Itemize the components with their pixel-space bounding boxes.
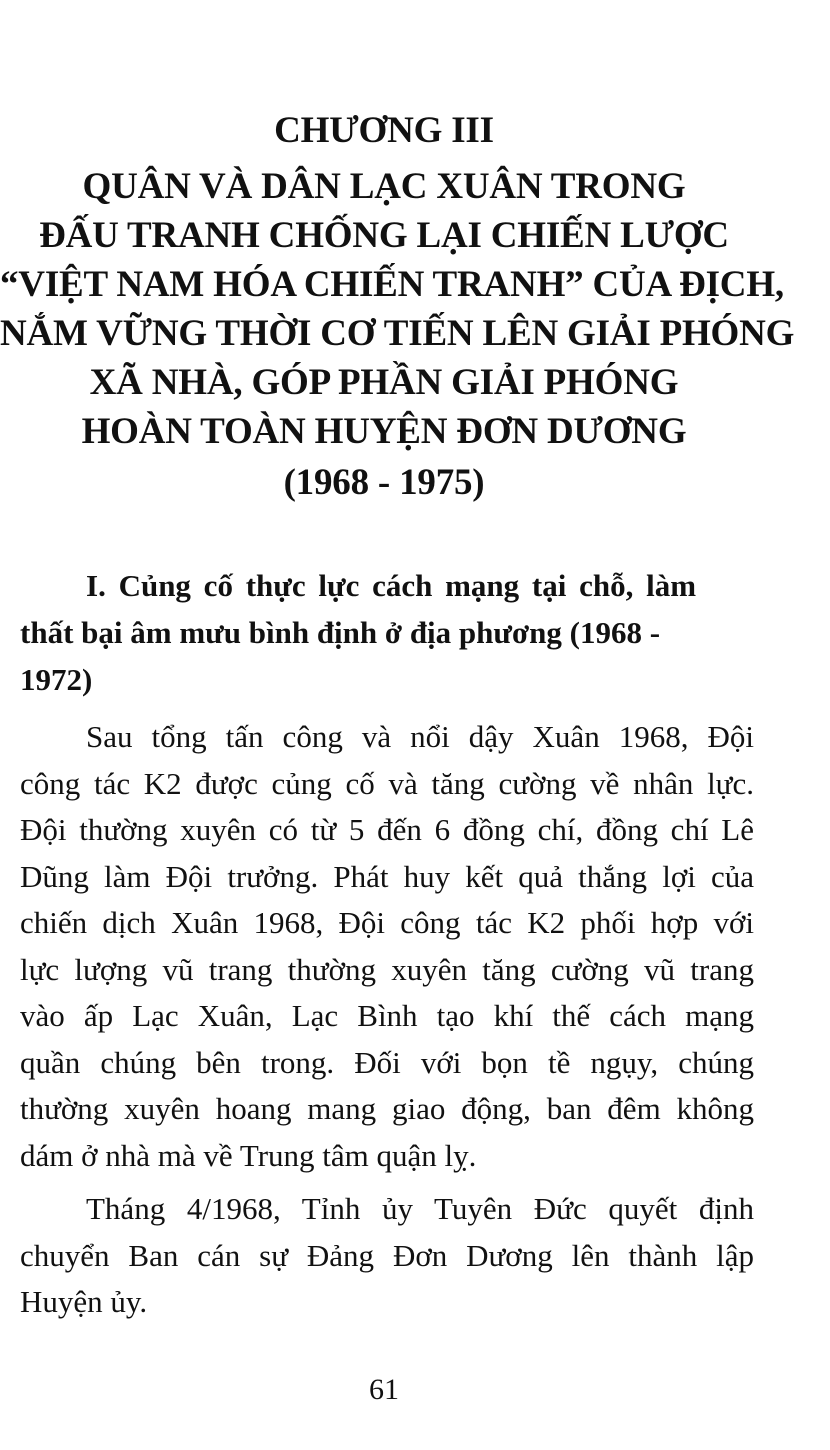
section-heading-line: thất bại âm mưu bình định ở địa phương (1968 -: [20, 615, 661, 650]
paragraph-line: Dũng làm Đội trưởng. Phát huy kết quả thắng lợi của: [20, 858, 754, 894]
paragraph-line: dám ở nhà mà về Trung tâm quận lỵ.: [20, 1137, 477, 1173]
paragraph-line: Tháng 4/1968, Tỉnh ủy Tuyên Đức quyết định: [86, 1191, 754, 1226]
paragraph: [20, 1186, 754, 1326]
chapter-title-line: ĐẤU TRANH CHỐNG LẠI CHIẾN LƯỢC: [39, 215, 729, 256]
chapter-heading: [0, 106, 795, 507]
section-heading-line: 1972): [20, 662, 93, 697]
paragraph-line: chiến dịch Xuân 1968, Đội công tác K2 phối hợp với: [20, 905, 754, 940]
paragraph-line: Đội thường xuyên có từ 5 đến 6 đồng chí, đồng chí Lê: [20, 812, 754, 847]
chapter-title-line: “VIỆT NAM HÓA CHIẾN TRANH” CỦA ĐỊCH,: [0, 264, 784, 305]
chapter-title-line: QUÂN VÀ DÂN LẠC XUÂN TRONG: [82, 166, 686, 207]
paragraph-line: chuyển Ban cán sự Đảng Đơn Dương lên thành lập: [20, 1237, 754, 1273]
paragraph-line: thường xuyên hoang mang giao động, ban đêm không: [20, 1091, 754, 1126]
chapter-title-line: XÃ NHÀ, GÓP PHẦN GIẢI PHÓNG: [89, 362, 679, 403]
paragraph-line: Huyện ủy.: [20, 1284, 148, 1319]
paragraph-line: vào ấp Lạc Xuân, Lạc Bình tạo khí thế cách mạng: [20, 998, 754, 1033]
paragraph: [20, 714, 754, 1179]
chapter-title-line: HOÀN TOÀN HUYỆN ĐƠN DƯƠNG: [81, 411, 687, 452]
chapter-title-line: NẮM VỮNG THỜI CƠ TIẾN LÊN GIẢI PHÓNG: [0, 313, 795, 354]
chapter-years: (1968 - 1975): [283, 462, 485, 503]
paragraph-line: công tác K2 được củng cố và tăng cường về nhân lực.: [20, 765, 754, 801]
paragraph-line: quần chúng bên trong. Đối với bọn tề ngụy, chúng: [20, 1044, 754, 1080]
section-heading-line: I. Củng cố thực lực cách mạng tại chỗ, làm: [86, 568, 697, 603]
paragraph-line: Sau tổng tấn công và nổi dậy Xuân 1968, Đội: [86, 719, 754, 754]
section-heading: [20, 562, 754, 703]
page-number: 61: [369, 1373, 399, 1406]
paragraph-line: lực lượng vũ trang thường xuyên tăng cường vũ trang: [20, 951, 754, 987]
body-text: [20, 714, 754, 1326]
chapter-label: CHƯƠNG III: [274, 110, 494, 151]
